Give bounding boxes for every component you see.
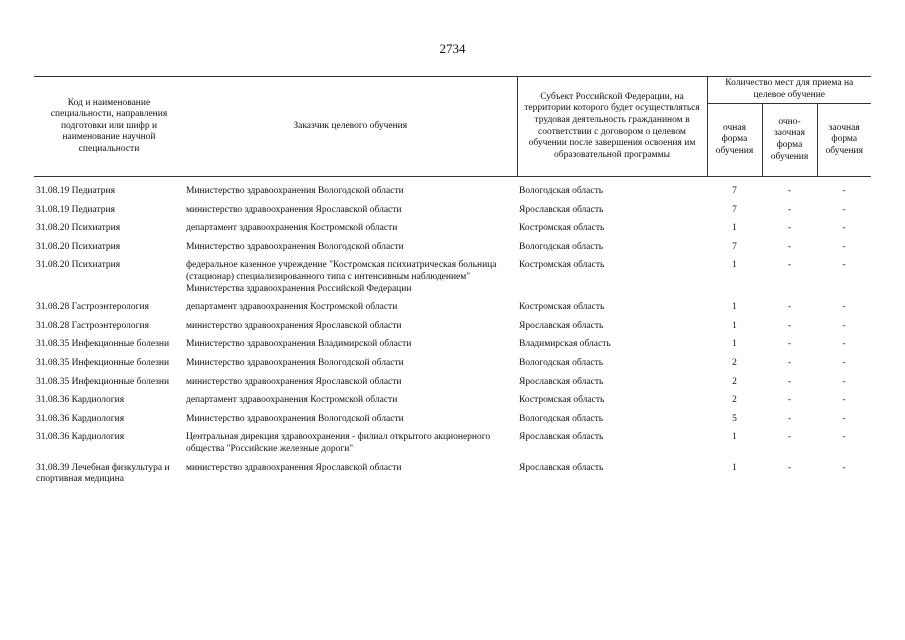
row-region: Вологодская область bbox=[519, 241, 604, 252]
row-region: Ярославская область bbox=[519, 320, 604, 331]
row-parttime: - bbox=[842, 413, 846, 424]
row-fulltime: 1 bbox=[732, 223, 737, 234]
row-code: 31.08.36 Кардиология bbox=[36, 413, 125, 424]
table-header bbox=[34, 77, 871, 187]
row-region: Костромская область bbox=[519, 223, 605, 234]
header-customer: Заказчик целевого обучения bbox=[184, 77, 517, 177]
row-fulltime: 2 bbox=[732, 376, 737, 387]
table-row bbox=[34, 302, 871, 321]
table-row bbox=[34, 242, 871, 261]
row-parttime: - bbox=[842, 223, 846, 234]
row-customer: министерство здравоохранения Ярославской области bbox=[186, 376, 402, 387]
row-parttime: - bbox=[842, 432, 846, 443]
row-customer: департамент здравоохранения Костромской области bbox=[186, 302, 398, 313]
row-fulltime: 7 bbox=[732, 186, 737, 196]
row-mixed: - bbox=[787, 320, 792, 331]
row-fulltime: 1 bbox=[732, 432, 737, 443]
row-mixed: - bbox=[787, 462, 792, 473]
row-region: Костромская область bbox=[519, 302, 605, 313]
row-fulltime: 1 bbox=[732, 462, 737, 473]
row-parttime: - bbox=[842, 462, 846, 473]
row-region: Владимирская область bbox=[519, 339, 611, 350]
row-mixed: - bbox=[787, 204, 792, 215]
header-mixed: очно-заочная форма обучения bbox=[762, 104, 817, 177]
row-parttime: - bbox=[842, 339, 846, 350]
row-mixed: - bbox=[787, 413, 792, 424]
row-mixed: - bbox=[787, 302, 792, 313]
admission-table bbox=[34, 76, 871, 493]
row-customer: Министерство здравоохранения Вологодской области bbox=[186, 186, 404, 196]
row-customer: Министерство здравоохранения Вологодской области bbox=[186, 357, 404, 368]
row-fulltime: 1 bbox=[732, 260, 737, 271]
table-row bbox=[34, 358, 871, 377]
row-code: 31.08.20 Психиатрия bbox=[36, 223, 121, 234]
row-customer: департамент здравоохранения Костромской области bbox=[186, 223, 398, 234]
row-code: 31.08.28 Гастроэнтерология bbox=[36, 302, 149, 313]
row-region: Вологодская область bbox=[519, 186, 604, 196]
row-parttime: - bbox=[842, 357, 846, 368]
row-mixed: - bbox=[787, 339, 792, 350]
row-mixed: - bbox=[787, 376, 792, 387]
row-code: 31.08.20 Психиатрия bbox=[36, 241, 121, 252]
row-code: 31.08.39 Лечебная физкультура и спортивная медицина bbox=[36, 462, 170, 485]
row-region: Вологодская область bbox=[519, 413, 604, 424]
row-customer: Центральная дирекция здравоохранения - филиал открытого акционерного общества "Российские железные дороги" bbox=[186, 432, 491, 454]
row-customer: департамент здравоохранения Костромской области bbox=[186, 395, 398, 406]
row-code: 31.08.28 Гастроэнтерология bbox=[36, 320, 149, 331]
row-code: 31.08.35 Инфекционные болезни bbox=[36, 376, 170, 387]
table-row bbox=[34, 205, 871, 224]
row-code: 31.08.19 Педиатрия bbox=[36, 204, 115, 215]
row-region: Костромская область bbox=[519, 395, 605, 406]
row-customer: Министерство здравоохранения Владимирской области bbox=[186, 339, 412, 350]
row-code: 31.08.35 Инфекционные болезни bbox=[36, 357, 170, 368]
row-fulltime: 7 bbox=[732, 241, 737, 252]
row-fulltime: 7 bbox=[732, 204, 737, 215]
row-parttime: - bbox=[842, 302, 846, 313]
row-customer: министерство здравоохранения Ярославской области bbox=[186, 320, 402, 331]
row-parttime: - bbox=[842, 260, 846, 271]
header-parttime: заочная форма обучения bbox=[817, 104, 871, 177]
row-mixed: - bbox=[787, 357, 792, 368]
row-region: Ярославская область bbox=[519, 376, 604, 387]
table-row bbox=[34, 463, 871, 493]
table-row bbox=[34, 339, 871, 358]
row-fulltime: 1 bbox=[732, 302, 737, 313]
row-customer: министерство здравоохранения Ярославской области bbox=[186, 204, 402, 215]
row-region: Ярославская область bbox=[519, 432, 604, 443]
row-parttime: - bbox=[842, 204, 846, 215]
table-row bbox=[34, 260, 871, 302]
row-parttime: - bbox=[842, 241, 846, 252]
row-mixed: - bbox=[787, 260, 792, 271]
table-row bbox=[34, 377, 871, 396]
row-fulltime: 1 bbox=[732, 339, 737, 350]
page-number: 2734 bbox=[439, 41, 466, 56]
table-row bbox=[34, 395, 871, 414]
header-region: Субъект Российской Федерации, на территории которого будет осуществляться трудовая деятельность гражданином в соответствии с договором о целевом обучении после завершения освоения им образовательной программы bbox=[517, 77, 707, 177]
row-code: 31.08.35 Инфекционные болезни bbox=[36, 339, 170, 350]
row-mixed: - bbox=[787, 395, 792, 406]
row-region: Вологодская область bbox=[519, 357, 604, 368]
row-mixed: - bbox=[787, 241, 792, 252]
row-mixed: - bbox=[787, 223, 792, 234]
row-code: 31.08.20 Психиатрия bbox=[36, 260, 121, 271]
row-region: Ярославская область bbox=[519, 462, 604, 473]
header-fulltime: очная форма обучения bbox=[707, 104, 762, 177]
row-fulltime: 1 bbox=[732, 320, 737, 331]
table-row bbox=[34, 414, 871, 433]
table-row bbox=[34, 186, 871, 205]
row-region: Костромская область bbox=[519, 260, 605, 271]
row-fulltime: 2 bbox=[732, 357, 737, 368]
row-customer: Министерство здравоохранения Вологодской области bbox=[186, 413, 404, 424]
row-parttime: - bbox=[842, 395, 846, 406]
row-mixed: - bbox=[787, 186, 792, 196]
row-parttime: - bbox=[842, 186, 846, 196]
row-parttime: - bbox=[842, 320, 846, 331]
row-customer: Министерство здравоохранения Вологодской области bbox=[186, 241, 404, 252]
row-code: 31.08.36 Кардиология bbox=[36, 432, 125, 443]
row-customer: федеральное казенное учреждение "Костромская психиатрическая больница (стационар) специализированного типа с интенсивным наблюдением" Министерства здравоохранения Российской Федерации bbox=[186, 260, 497, 294]
row-customer: министерство здравоохранения Ярославской области bbox=[186, 462, 402, 473]
row-fulltime: 5 bbox=[732, 413, 737, 424]
row-code: 31.08.36 Кардиология bbox=[36, 395, 125, 406]
table-row bbox=[34, 223, 871, 242]
row-region: Ярославская область bbox=[519, 204, 604, 215]
table-body bbox=[34, 186, 871, 493]
table-row bbox=[34, 321, 871, 340]
row-mixed: - bbox=[787, 432, 792, 443]
header-places: Количество мест для приема на целевое обучение bbox=[707, 77, 871, 104]
row-code: 31.08.19 Педиатрия bbox=[36, 186, 115, 196]
table-row bbox=[34, 432, 871, 462]
header-divider bbox=[34, 177, 871, 187]
row-fulltime: 2 bbox=[732, 395, 737, 406]
row-parttime: - bbox=[842, 376, 846, 387]
header-code: Код и наименование специальности, направления подготовки или шифр и наименование научной специальности bbox=[34, 77, 184, 177]
